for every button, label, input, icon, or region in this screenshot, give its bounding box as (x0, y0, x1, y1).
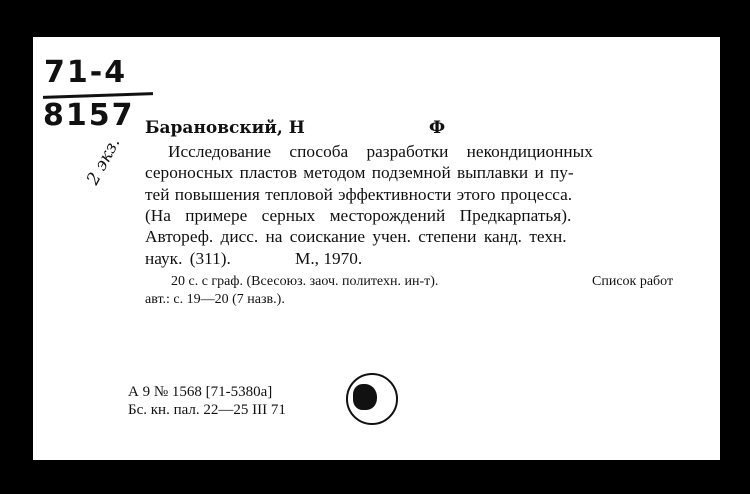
author-initial: Ф (429, 118, 446, 138)
scan-border-top (33, 0, 750, 37)
call-number-bottom: 8157 (43, 98, 135, 133)
registry-date: Бс. кн. пал. 22—25 III 71 (128, 402, 286, 418)
scan-border-right (720, 37, 750, 494)
registry-number: А 9 № 1568 [71-5380а] (128, 384, 273, 400)
bibliography-pages: авт.: с. 19—20 (7 назв.). (145, 292, 285, 307)
call-number-top: 71-4 (44, 55, 128, 90)
handwritten-note: 2 экз. (83, 134, 125, 189)
bibliography-note: Список работ (592, 274, 674, 289)
title-line-1: Исследование способа разработки некондиционных (168, 142, 593, 161)
title-line-5: Автореф. дисс. на соискание учен. степени канд. техн. (145, 227, 567, 246)
scan-border-bottom (0, 460, 750, 494)
library-stamp-ink (353, 384, 377, 410)
catalog-card (33, 37, 720, 460)
title-line-3: тей повышения тепловой эффективности этого процесса. (145, 185, 573, 204)
title-line-2: сероносных пластов методом подземной выплавки и пу- (145, 163, 574, 182)
author-name: Барановский, Н (145, 118, 305, 138)
title-line-6: наук. (311). (145, 249, 231, 268)
scan-border-left (0, 0, 33, 494)
title-line-4: (На примере серных месторождений Предкарпатья). (145, 206, 572, 225)
publication-place-year: М., 1970. (295, 249, 363, 268)
physical-description: 20 с. с граф. (Всесоюз. заоч. политехн. ин-т). (171, 274, 439, 289)
